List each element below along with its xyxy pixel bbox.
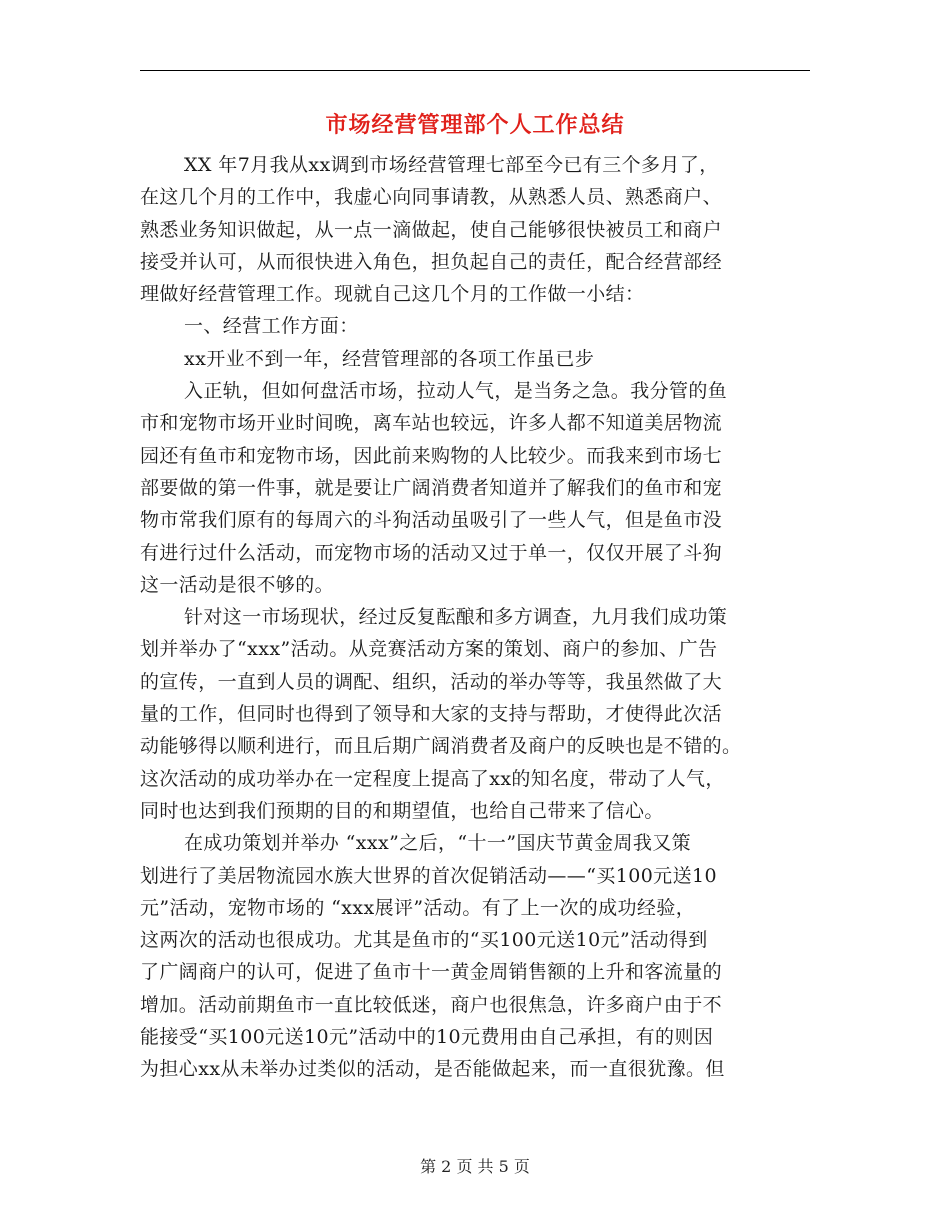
page-indicator: 第 2 页 共 5 页	[420, 1157, 530, 1176]
body-line: XX 年7月我从xx调到市场经营管理七部至今已有三个多月了，	[184, 154, 719, 176]
body-line: 增加。活动前期鱼市一直比较低迷，商户也很焦急，许多商户由于不	[140, 993, 723, 1016]
body-line: 熟悉业务知识做起，从一点一滴做起，使自己能够很快被员工和商户	[140, 218, 723, 241]
body-line: 理做好经营管理工作。现就自己这几个月的工作做一小结：	[140, 283, 645, 306]
body-line: 在这几个月的工作中，我虚心向同事请教，从熟悉人员、熟悉商户、	[140, 186, 723, 209]
body-line: 划并举办了“xxx”活动。从竞赛活动方案的策划、商户的参加、广告	[140, 638, 718, 661]
body-line: 为担心xx从未举办过类似的活动，是否能做起来，而一直很犹豫。但	[140, 1058, 725, 1081]
body-line: 这两次的活动也很成功。尤其是鱼市的“买100元送10元”活动得到	[140, 929, 708, 952]
body-line: 接受并认可，从而很快进入角色，担负起自己的责任，配合经营部经	[140, 250, 723, 273]
body-line: 在成功策划并举办 “xxx”之后，“十一”国庆节黄金周我又策	[184, 832, 692, 855]
body-line: 动能够得以顺利进行，而且后期广阔消费者及商户的反映也是不错的。	[140, 735, 742, 758]
document-title: 市场经营管理部个人工作总结	[325, 113, 625, 138]
body-line: 这次活动的成功举办在一定程度上提高了xx的知名度，带动了人气，	[140, 767, 725, 790]
document-body	[140, 149, 800, 1086]
body-line: 一、经营工作方面：	[184, 315, 359, 338]
body-line: 了广阔商户的认可，促进了鱼市十一黄金周销售额的上升和客流量的	[140, 961, 723, 984]
body-line: 园还有鱼市和宠物市场，因此前来购物的人比较少。而我来到市场七	[140, 444, 723, 467]
body-line: 这一活动是很不够的。	[140, 573, 335, 596]
body-line: 的宣传，一直到人员的调配、组织，活动的举办等等，我虽然做了大	[140, 670, 723, 693]
body-line: 有进行过什么活动，而宠物市场的活动又过于单一，仅仅开展了斗狗	[140, 541, 723, 564]
body-line: 市和宠物市场开业时间晚，离车站也较远，许多人都不知道美居物流	[140, 412, 723, 435]
header-rule	[140, 70, 810, 71]
body-line: 元”活动，宠物市场的 “xxx展评”活动。有了上一次的成功经验，	[140, 896, 696, 919]
body-line: 同时也达到我们预期的目的和期望值，也给自己带来了信心。	[140, 799, 664, 822]
body-line: 量的工作，但同时也得到了领导和大家的支持与帮助，才使得此次活	[140, 703, 723, 726]
body-line: 物市常我们原有的每周六的斗狗活动虽吸引了一些人气，但是鱼市没	[140, 509, 723, 532]
body-line: 针对这一市场现状，经过反复酝酿和多方调查，九月我们成功策	[184, 606, 728, 629]
body-line: 部要做的第一件事，就是要让广阔消费者知道并了解我们的鱼市和宠	[140, 476, 723, 499]
body-line: 划进行了美居物流园水族大世界的首次促销活动——“买100元送10	[140, 864, 717, 887]
body-line: 入正轨，但如何盘活市场，拉动人气，是当务之急。我分管的鱼	[184, 380, 728, 403]
body-line: xx开业不到一年，经营管理部的各项工作虽已步	[184, 347, 595, 370]
body-line: 能接受“买100元送10元”活动中的10元费用由自己承担，有的则因	[140, 1026, 714, 1049]
